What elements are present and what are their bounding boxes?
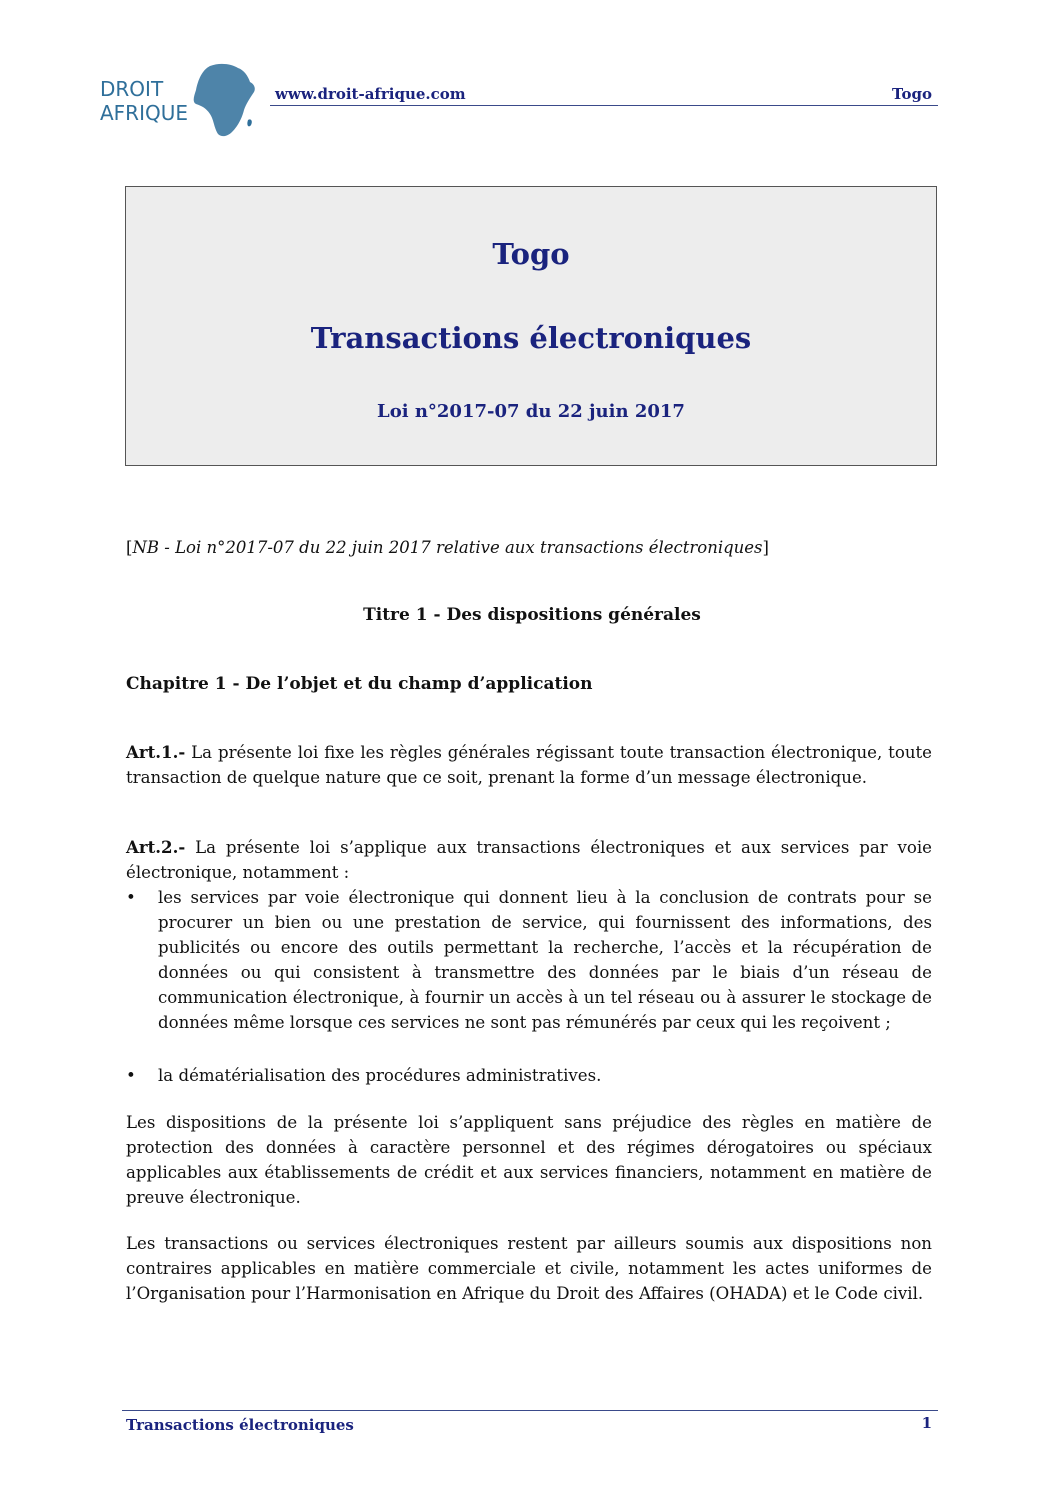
document-title: Togo <box>492 237 570 271</box>
bullet-icon: • <box>126 888 136 907</box>
list-item: • la dématérialisation des procédures administratives. <box>126 1063 932 1088</box>
article-label: Art.2.- <box>126 837 186 857</box>
chapitre-heading: Chapitre 1 - De l’objet et du champ d’application <box>126 674 593 694</box>
header-country: Togo <box>892 85 932 103</box>
droit-afrique-logo <box>98 58 260 142</box>
article-1: Art.1.- La présente loi fixe les règles générales régissant toute transaction électronique, toute transaction de quelque nature que ce soit, prenant la forme d’un message électronique. <box>126 742 932 787</box>
header-url[interactable]: www.droit-afrique.com <box>275 85 466 103</box>
header-divider <box>270 105 938 106</box>
page-number: 1 <box>921 1414 932 1432</box>
titre-heading: Titre 1 - Des dispositions générales <box>363 605 701 625</box>
svg-text:DROIT: DROIT <box>100 77 164 101</box>
paragraph: Les dispositions de la présente loi s’appliquent sans préjudice des règles en matière de protection des données à caractère personnel et des régimes dérogatoires ou spéciaux applicables aux établissements de crédit et aux services financiers, notamment en matière de preuve électronique. <box>126 1113 932 1207</box>
title-box <box>125 186 937 466</box>
svg-text:AFRIQUE: AFRIQUE <box>100 101 188 125</box>
footer-divider <box>122 1410 938 1411</box>
paragraph: Les transactions ou services électroniques restent par ailleurs soumis aux dispositions non contraires applicables en matière commerciale et civile, notamment les actes uniformes de l’Organisation pour l’Harmonisation en Afrique du Droit des Affaires (OHADA) et le Code civil. <box>126 1234 932 1303</box>
article-2: Art.2.- La présente loi s’applique aux transactions électroniques et aux services par voie électronique, notamment : <box>126 837 932 882</box>
document-subtitle: Transactions électroniques <box>310 321 752 355</box>
list-item: • les services par voie électronique qui donnent lieu à la conclusion de contrats pour se procurer un bien ou une prestation de service, qui fournissent des informations, des publicités ou encore des outils permettant la recherche, l’accès et la récupération de données ou qui consistent à transmettre des données par le biais d’un réseau de communication électronique, à fournir un accès à un tel réseau ou à assurer le stockage de données même lorsque ces services ne sont pas rémunérés par ceux qui les reçoivent ; <box>126 885 932 1035</box>
article-label: Art.1.- <box>126 742 186 762</box>
footer-title: Transactions électroniques <box>126 1416 354 1434</box>
bullet-icon: • <box>126 1066 136 1085</box>
nb-note-text: NB - Loi n°2017-07 du 22 juin 2017 relative aux transactions électroniques <box>132 538 763 557</box>
nb-note: [NB - Loi n°2017-07 du 22 juin 2017 relative aux transactions électroniques] <box>126 538 769 557</box>
law-reference: Loi n°2017-07 du 22 juin 2017 <box>377 401 685 422</box>
africa-map-icon <box>98 58 260 142</box>
